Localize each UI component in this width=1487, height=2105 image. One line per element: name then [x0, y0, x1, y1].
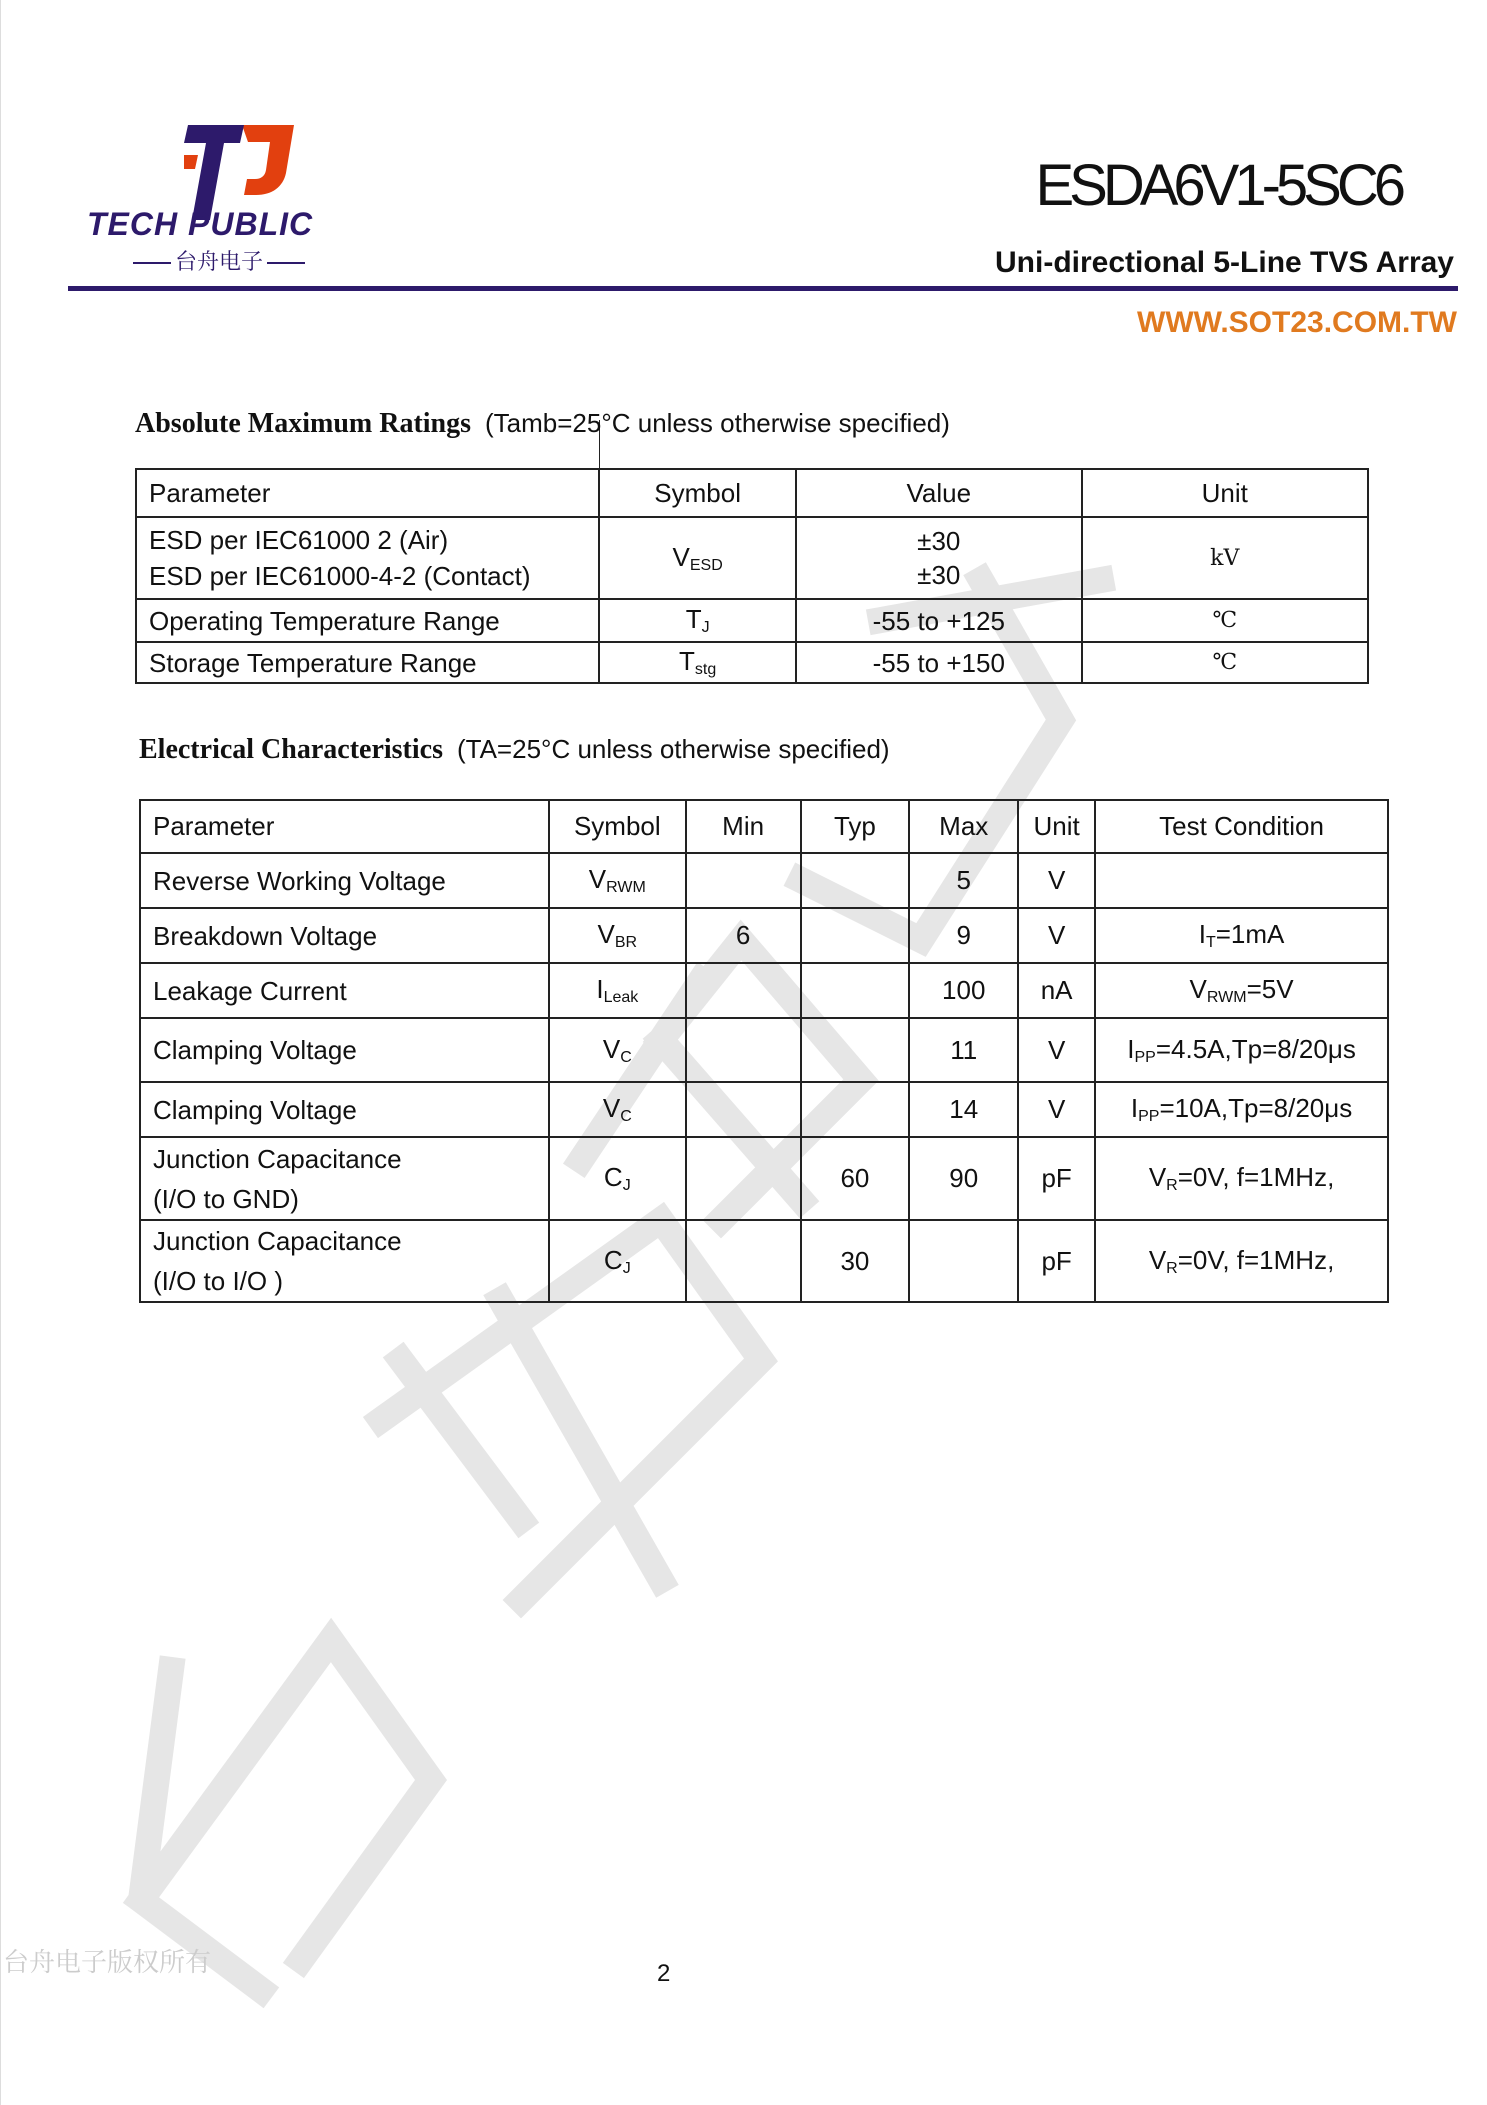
test-condition-cell	[1095, 1220, 1388, 1302]
parameter-text: ESD per IEC61000-4-2 (Contact)	[149, 561, 531, 591]
max-cell: 11	[909, 1018, 1018, 1082]
symbol: I	[596, 974, 604, 1004]
symbol-subscript: J	[701, 619, 710, 636]
parameter-text: Leakage Current	[153, 975, 347, 1006]
min-cell	[686, 853, 801, 908]
condition-symbol: V	[1148, 1244, 1167, 1275]
unit-cell: V	[1018, 853, 1095, 908]
brand-name: TECH PUBLIC	[87, 206, 314, 242]
parameter-cell	[136, 517, 599, 599]
unit-cell: V	[1018, 1082, 1095, 1137]
symbol-subscript: stg	[694, 661, 717, 678]
parameter-text: Junction Capacitance	[153, 1143, 402, 1174]
min-cell	[686, 1018, 801, 1082]
header-cell: Symbol	[599, 469, 796, 517]
table-row	[140, 1137, 1388, 1220]
test-condition-cell	[1095, 1082, 1388, 1137]
condition-symbol: I	[1130, 1093, 1139, 1123]
condition-value: =0V, f=1MHz,	[1177, 1244, 1335, 1275]
abs-max-heading	[135, 408, 950, 440]
parameter-cell	[140, 853, 549, 908]
parameter-cell	[140, 1018, 549, 1082]
header-cell: Unit	[1082, 469, 1368, 517]
symbol: V	[672, 541, 690, 572]
symbol: T	[679, 646, 695, 676]
header-cell: Value	[796, 469, 1082, 517]
header-cell: Typ	[801, 800, 910, 853]
parameter-subtext: (I/O to I/O )	[153, 1266, 284, 1296]
table-row	[140, 963, 1388, 1018]
parameter-text: Storage Temperature Range	[149, 647, 477, 678]
value-text: -55 to +150	[872, 647, 1005, 678]
header-cell: Parameter	[140, 800, 549, 853]
value-cell	[796, 517, 1082, 599]
min-cell	[686, 1220, 801, 1302]
max-cell: 9	[909, 908, 1018, 963]
value-text: ±30	[917, 526, 961, 556]
symbol: C	[603, 1244, 623, 1275]
header-cell: Parameter	[136, 469, 599, 517]
typ-cell	[801, 1082, 910, 1137]
symbol-subscript: Leak	[603, 989, 639, 1006]
symbol: V	[597, 919, 615, 949]
parameter-cell	[140, 1137, 549, 1220]
symbol-cell	[549, 1018, 686, 1082]
max-cell: 14	[909, 1082, 1018, 1137]
min-cell	[686, 963, 801, 1018]
table-header-row	[140, 800, 1388, 853]
table-row	[140, 908, 1388, 963]
part-number: ESDA6V1-5SC6	[1035, 153, 1401, 218]
condition-value: =1mA	[1215, 919, 1285, 949]
page-number: 2	[657, 1960, 671, 1987]
symbol-cell	[599, 642, 796, 683]
elec-heading	[139, 734, 890, 766]
max-cell: 90	[909, 1137, 1018, 1220]
value-cell	[796, 642, 1082, 683]
max-cell: 100	[909, 963, 1018, 1018]
min-cell	[686, 1137, 801, 1220]
header-cell: Test Condition	[1095, 800, 1388, 853]
parameter-cell	[140, 1082, 549, 1137]
parameter-cell	[140, 1220, 549, 1302]
elec-title: Electrical Characteristics	[139, 734, 443, 765]
symbol-cell	[549, 963, 686, 1018]
copyright-text: 台舟电子版权所有	[3, 1948, 212, 1978]
unit-cell: ℃	[1082, 599, 1368, 642]
condition-subscript: T	[1205, 934, 1216, 951]
condition-value: =5V	[1246, 974, 1294, 1004]
abs-max-title: Absolute Maximum Ratings	[135, 408, 472, 439]
table-header-row	[136, 469, 1368, 517]
condition-symbol: V	[1148, 1162, 1167, 1192]
typ-cell	[801, 963, 910, 1018]
table-row	[140, 1018, 1388, 1082]
max-cell: 5	[909, 853, 1018, 908]
table-row	[136, 642, 1368, 683]
parameter-text: Operating Temperature Range	[149, 605, 500, 636]
parameter-cell	[136, 599, 599, 642]
symbol-subscript: RWM	[606, 879, 646, 896]
value-cell	[796, 599, 1082, 642]
condition-value: =0V, f=1MHz,	[1177, 1162, 1335, 1192]
condition-symbol: V	[1189, 974, 1207, 1004]
typ-cell: 30	[801, 1220, 910, 1302]
abs-max-note: (Tamb=25°C unless otherwise specified)	[485, 408, 950, 438]
parameter-text: Clamping Voltage	[153, 1035, 357, 1065]
symbol-subscript: J	[622, 1259, 631, 1277]
header-cell: Unit	[1018, 800, 1095, 853]
header-divider	[68, 286, 1458, 291]
symbol: V	[588, 864, 607, 894]
typ-cell	[801, 908, 910, 963]
unit-cell: pF	[1018, 1137, 1095, 1220]
condition-value: =10A,Tp=8/20μs	[1159, 1093, 1353, 1123]
symbol-subscript: BR	[614, 934, 638, 951]
symbol: V	[602, 1093, 621, 1123]
parameter-cell	[136, 642, 599, 683]
symbol-cell	[549, 1082, 686, 1137]
min-cell	[686, 1082, 801, 1137]
min-cell: 6	[686, 908, 801, 963]
symbol-cell	[599, 517, 796, 599]
test-condition-cell	[1095, 853, 1388, 908]
website-link[interactable]: WWW.SOT23.COM.TW	[1137, 306, 1457, 339]
header-cell: Max	[909, 800, 1018, 853]
unit-cell: nA	[1018, 963, 1095, 1018]
parameter-text: Breakdown Voltage	[153, 920, 378, 951]
table-row	[140, 853, 1388, 908]
condition-symbol: I	[1127, 1033, 1135, 1064]
test-condition-cell	[1095, 908, 1388, 963]
symbol-subscript: C	[620, 1108, 632, 1125]
header-cell: Symbol	[549, 800, 686, 853]
parameter-text: Reverse Working Voltage	[153, 865, 446, 896]
symbol-cell	[549, 853, 686, 908]
table-row	[140, 1220, 1388, 1302]
elec-note: (TA=25°C unless otherwise specified)	[456, 734, 890, 764]
unit-cell: ℃	[1082, 642, 1368, 683]
unit-cell: kV	[1082, 517, 1368, 599]
condition-value: =4.5A,Tp=8/20μs	[1155, 1033, 1356, 1064]
condition-subscript: R	[1166, 1177, 1178, 1194]
parameter-cell	[140, 963, 549, 1018]
parameter-cell	[140, 908, 549, 963]
parameter-text: Clamping Voltage	[153, 1094, 357, 1125]
condition-subscript: R	[1166, 1259, 1178, 1277]
test-condition-cell	[1095, 1137, 1388, 1220]
test-condition-cell	[1095, 963, 1388, 1018]
value-text: ±30	[917, 560, 961, 590]
condition-subscript: RWM	[1206, 989, 1247, 1006]
symbol: V	[602, 1033, 621, 1064]
symbol-cell	[549, 1220, 686, 1302]
symbol-cell	[549, 1137, 686, 1220]
max-cell	[909, 1220, 1018, 1302]
parameter-text: Junction Capacitance	[153, 1226, 402, 1256]
parameter-text: ESD per IEC61000 2 (Air)	[149, 525, 449, 555]
symbol-cell	[549, 908, 686, 963]
typ-cell	[801, 1018, 910, 1082]
typ-cell: 60	[801, 1137, 910, 1220]
symbol-subscript: C	[620, 1048, 632, 1066]
symbol-subscript: J	[622, 1177, 631, 1194]
typ-cell	[801, 853, 910, 908]
abs-max-table	[135, 468, 1369, 684]
subtitle: Uni-directional 5-Line TVS Array	[995, 246, 1454, 279]
unit-cell: V	[1018, 1018, 1095, 1082]
parameter-subtext: (I/O to GND)	[153, 1183, 299, 1214]
table-row	[136, 599, 1368, 642]
condition-subscript: PP	[1138, 1108, 1160, 1125]
header-cell: Min	[686, 800, 801, 853]
value-text: -55 to +125	[872, 605, 1005, 636]
unit-cell: pF	[1018, 1220, 1095, 1302]
unit-cell: V	[1018, 908, 1095, 963]
symbol: T	[685, 604, 702, 634]
symbol-subscript: ESD	[689, 556, 723, 574]
table-row	[140, 1082, 1388, 1137]
symbol-cell	[599, 599, 796, 642]
brand-cn: 台舟电子	[129, 245, 309, 276]
electrical-table	[139, 799, 1389, 1303]
test-condition-cell	[1095, 1018, 1388, 1082]
condition-symbol: I	[1198, 919, 1206, 949]
condition-subscript: PP	[1134, 1048, 1156, 1066]
symbol: C	[603, 1162, 623, 1192]
table-row	[136, 517, 1368, 599]
